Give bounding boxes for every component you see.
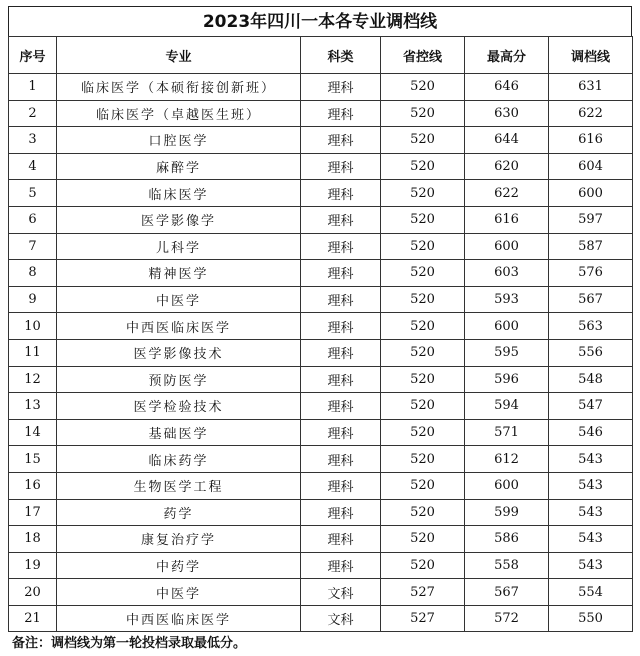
cell-major: 临床药学 bbox=[57, 446, 301, 473]
table-row bbox=[9, 552, 633, 579]
cell-highest-score: 600 bbox=[465, 472, 549, 499]
cell-filing-line: 604 bbox=[549, 153, 633, 180]
cell-provincial-line: 520 bbox=[381, 313, 465, 340]
header-index: 序号 bbox=[9, 37, 57, 74]
cell-highest-score: 630 bbox=[465, 100, 549, 127]
cell-highest-score: 596 bbox=[465, 366, 549, 393]
cell-highest-score: 600 bbox=[465, 313, 549, 340]
cell-highest-score: 558 bbox=[465, 552, 549, 579]
cell-category: 理科 bbox=[301, 153, 381, 180]
cell-major: 医学影像学 bbox=[57, 206, 301, 233]
cell-category: 理科 bbox=[301, 313, 381, 340]
cell-category: 理科 bbox=[301, 233, 381, 260]
table-row bbox=[9, 472, 633, 499]
cell-highest-score: 571 bbox=[465, 419, 549, 446]
table-row bbox=[9, 393, 633, 420]
cell-provincial-line: 520 bbox=[381, 552, 465, 579]
cell-highest-score: 593 bbox=[465, 286, 549, 313]
cell-major: 中西医临床医学 bbox=[57, 605, 301, 632]
cell-major: 基础医学 bbox=[57, 419, 301, 446]
cell-provincial-line: 520 bbox=[381, 446, 465, 473]
cell-category: 理科 bbox=[301, 286, 381, 313]
cell-filing-line: 631 bbox=[549, 74, 633, 101]
cell-category: 理科 bbox=[301, 100, 381, 127]
cell-provincial-line: 520 bbox=[381, 127, 465, 154]
cell-filing-line: 543 bbox=[549, 446, 633, 473]
cell-category: 理科 bbox=[301, 74, 381, 101]
table-title: 2023年四川一本各专业调档线 bbox=[8, 6, 632, 36]
table-row bbox=[9, 127, 633, 154]
cell-filing-line: 547 bbox=[549, 393, 633, 420]
cell-major: 中药学 bbox=[57, 552, 301, 579]
cell-major: 口腔医学 bbox=[57, 127, 301, 154]
cell-provincial-line: 520 bbox=[381, 260, 465, 287]
cell-filing-line: 567 bbox=[549, 286, 633, 313]
cell-index: 5 bbox=[9, 180, 57, 207]
cell-filing-line: 543 bbox=[549, 472, 633, 499]
cell-major: 药学 bbox=[57, 499, 301, 526]
cell-filing-line: 550 bbox=[549, 605, 633, 632]
cell-provincial-line: 520 bbox=[381, 74, 465, 101]
cell-category: 理科 bbox=[301, 419, 381, 446]
cell-index: 15 bbox=[9, 446, 57, 473]
cell-highest-score: 603 bbox=[465, 260, 549, 287]
cell-filing-line: 576 bbox=[549, 260, 633, 287]
table-row bbox=[9, 366, 633, 393]
cell-index: 16 bbox=[9, 472, 57, 499]
table-row bbox=[9, 153, 633, 180]
cell-major: 麻醉学 bbox=[57, 153, 301, 180]
table-row bbox=[9, 339, 633, 366]
cell-index: 1 bbox=[9, 74, 57, 101]
cell-index: 10 bbox=[9, 313, 57, 340]
cell-highest-score: 644 bbox=[465, 127, 549, 154]
cell-category: 理科 bbox=[301, 206, 381, 233]
cell-index: 18 bbox=[9, 526, 57, 553]
cell-category: 理科 bbox=[301, 552, 381, 579]
table-body bbox=[9, 74, 633, 632]
table-row bbox=[9, 526, 633, 553]
cell-provincial-line: 520 bbox=[381, 339, 465, 366]
cell-provincial-line: 520 bbox=[381, 180, 465, 207]
cell-index: 8 bbox=[9, 260, 57, 287]
cell-provincial-line: 520 bbox=[381, 393, 465, 420]
header-highest-score: 最高分 bbox=[465, 37, 549, 74]
cell-major: 中西医临床医学 bbox=[57, 313, 301, 340]
table-row bbox=[9, 446, 633, 473]
cell-major: 医学影像技术 bbox=[57, 339, 301, 366]
table-row bbox=[9, 100, 633, 127]
cell-provincial-line: 520 bbox=[381, 499, 465, 526]
table-row bbox=[9, 605, 633, 632]
cell-category: 理科 bbox=[301, 339, 381, 366]
cell-major: 康复治疗学 bbox=[57, 526, 301, 553]
cell-filing-line: 563 bbox=[549, 313, 633, 340]
cell-provincial-line: 520 bbox=[381, 233, 465, 260]
cell-filing-line: 597 bbox=[549, 206, 633, 233]
cell-index: 6 bbox=[9, 206, 57, 233]
cell-index: 4 bbox=[9, 153, 57, 180]
cell-major: 精神医学 bbox=[57, 260, 301, 287]
cell-index: 12 bbox=[9, 366, 57, 393]
table-row bbox=[9, 313, 633, 340]
cell-major: 生物医学工程 bbox=[57, 472, 301, 499]
cell-category: 理科 bbox=[301, 180, 381, 207]
cell-major: 临床医学（卓越医生班） bbox=[57, 100, 301, 127]
cell-category: 理科 bbox=[301, 260, 381, 287]
table-row bbox=[9, 74, 633, 101]
cell-provincial-line: 527 bbox=[381, 605, 465, 632]
header-row bbox=[9, 37, 633, 74]
cell-filing-line: 587 bbox=[549, 233, 633, 260]
cell-index: 14 bbox=[9, 419, 57, 446]
table-row bbox=[9, 419, 633, 446]
cell-filing-line: 543 bbox=[549, 526, 633, 553]
cell-major: 医学检验技术 bbox=[57, 393, 301, 420]
cell-filing-line: 546 bbox=[549, 419, 633, 446]
cell-filing-line: 543 bbox=[549, 499, 633, 526]
cell-provincial-line: 520 bbox=[381, 100, 465, 127]
cell-filing-line: 554 bbox=[549, 579, 633, 606]
cell-major: 临床医学（本硕衔接创新班） bbox=[57, 74, 301, 101]
cell-index: 19 bbox=[9, 552, 57, 579]
cell-filing-line: 556 bbox=[549, 339, 633, 366]
cell-category: 理科 bbox=[301, 472, 381, 499]
cell-provincial-line: 520 bbox=[381, 366, 465, 393]
cell-highest-score: 572 bbox=[465, 605, 549, 632]
cell-highest-score: 595 bbox=[465, 339, 549, 366]
table-row bbox=[9, 286, 633, 313]
cell-highest-score: 646 bbox=[465, 74, 549, 101]
cell-major: 临床医学 bbox=[57, 180, 301, 207]
cell-highest-score: 600 bbox=[465, 233, 549, 260]
cell-highest-score: 616 bbox=[465, 206, 549, 233]
table-row bbox=[9, 180, 633, 207]
cell-provincial-line: 520 bbox=[381, 419, 465, 446]
cell-highest-score: 620 bbox=[465, 153, 549, 180]
cell-category: 理科 bbox=[301, 127, 381, 154]
table-row bbox=[9, 499, 633, 526]
cell-index: 2 bbox=[9, 100, 57, 127]
cell-highest-score: 594 bbox=[465, 393, 549, 420]
header-category: 科类 bbox=[301, 37, 381, 74]
cell-filing-line: 548 bbox=[549, 366, 633, 393]
admission-scores-table bbox=[8, 36, 633, 632]
cell-filing-line: 622 bbox=[549, 100, 633, 127]
cell-category: 文科 bbox=[301, 605, 381, 632]
cell-category: 理科 bbox=[301, 499, 381, 526]
cell-highest-score: 612 bbox=[465, 446, 549, 473]
cell-provincial-line: 527 bbox=[381, 579, 465, 606]
cell-major: 中医学 bbox=[57, 579, 301, 606]
cell-category: 文科 bbox=[301, 579, 381, 606]
cell-provincial-line: 520 bbox=[381, 206, 465, 233]
cell-category: 理科 bbox=[301, 366, 381, 393]
cell-category: 理科 bbox=[301, 446, 381, 473]
table-row bbox=[9, 260, 633, 287]
cell-provincial-line: 520 bbox=[381, 526, 465, 553]
cell-index: 13 bbox=[9, 393, 57, 420]
header-filing-line: 调档线 bbox=[549, 37, 633, 74]
cell-index: 20 bbox=[9, 579, 57, 606]
cell-provincial-line: 520 bbox=[381, 153, 465, 180]
cell-category: 理科 bbox=[301, 393, 381, 420]
cell-major: 中医学 bbox=[57, 286, 301, 313]
cell-major: 儿科学 bbox=[57, 233, 301, 260]
table-row bbox=[9, 206, 633, 233]
cell-highest-score: 622 bbox=[465, 180, 549, 207]
cell-index: 9 bbox=[9, 286, 57, 313]
cell-major: 预防医学 bbox=[57, 366, 301, 393]
cell-index: 11 bbox=[9, 339, 57, 366]
cell-index: 3 bbox=[9, 127, 57, 154]
footnote: 备注：调档线为第一轮投档录取最低分。 bbox=[12, 636, 247, 652]
header-provincial-line: 省控线 bbox=[381, 37, 465, 74]
table-row bbox=[9, 579, 633, 606]
header-major: 专业 bbox=[57, 37, 301, 74]
cell-highest-score: 567 bbox=[465, 579, 549, 606]
cell-provincial-line: 520 bbox=[381, 286, 465, 313]
cell-highest-score: 599 bbox=[465, 499, 549, 526]
cell-filing-line: 543 bbox=[549, 552, 633, 579]
cell-highest-score: 586 bbox=[465, 526, 549, 553]
cell-index: 21 bbox=[9, 605, 57, 632]
cell-category: 理科 bbox=[301, 526, 381, 553]
cell-filing-line: 616 bbox=[549, 127, 633, 154]
cell-index: 17 bbox=[9, 499, 57, 526]
cell-filing-line: 600 bbox=[549, 180, 633, 207]
table-row bbox=[9, 233, 633, 260]
cell-index: 7 bbox=[9, 233, 57, 260]
cell-provincial-line: 520 bbox=[381, 472, 465, 499]
